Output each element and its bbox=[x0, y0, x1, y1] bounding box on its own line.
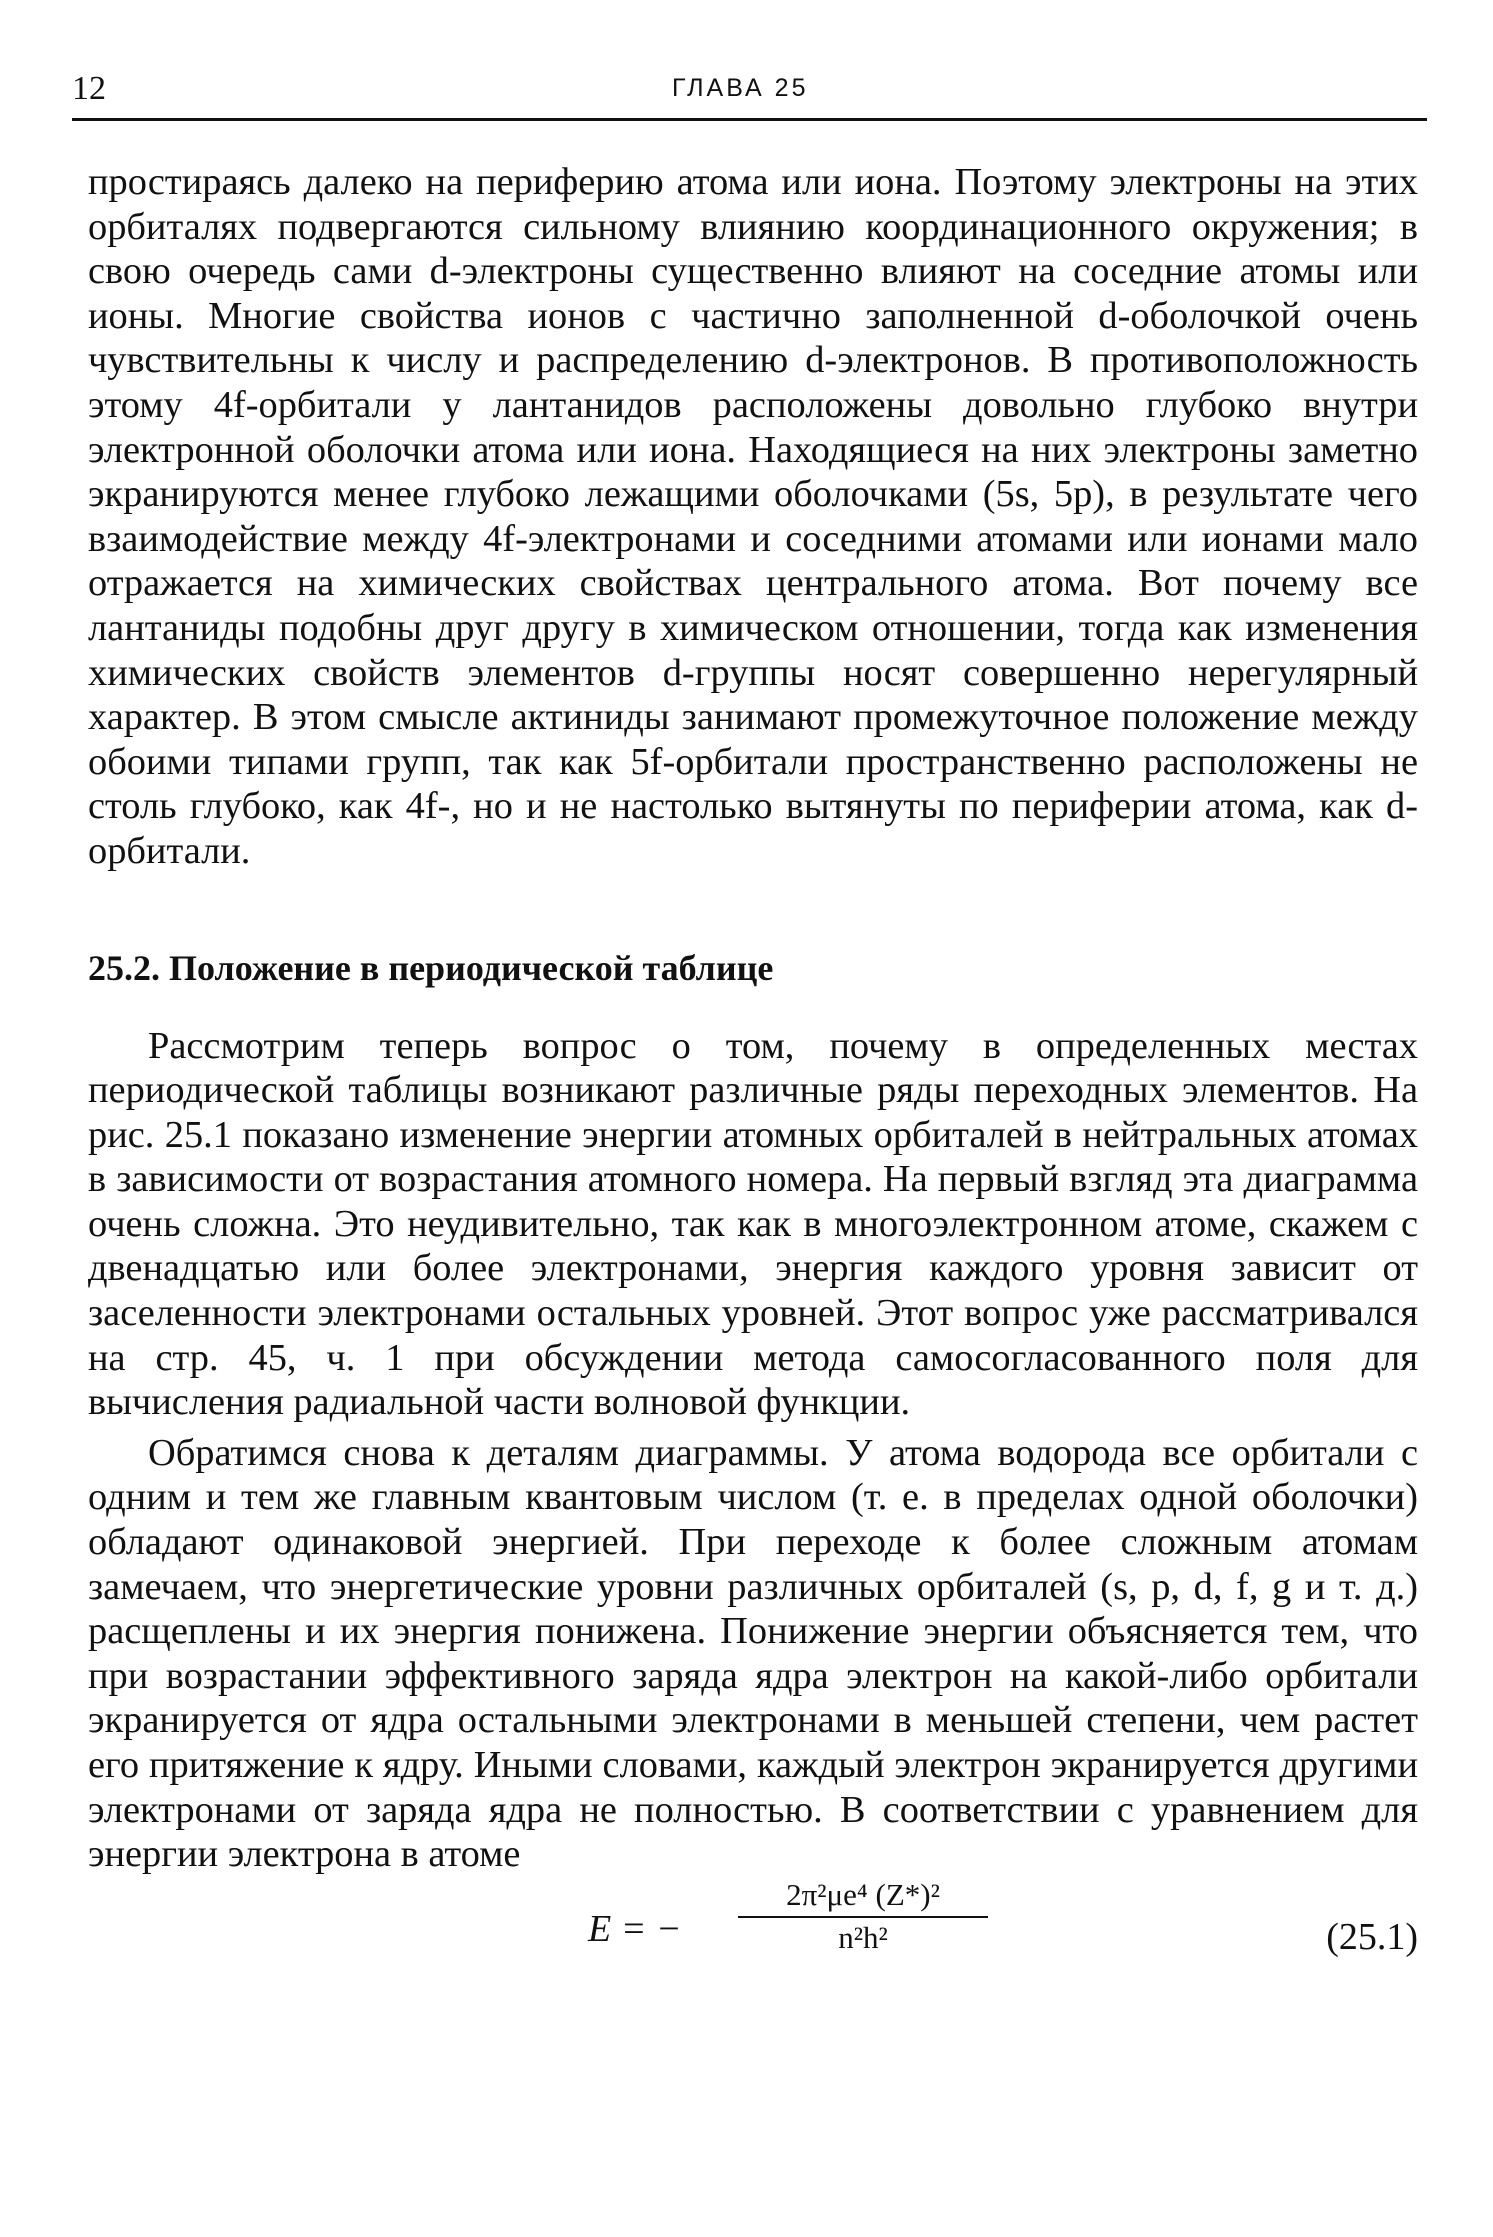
paragraph-continued: простираясь далеко на периферию атома или иона. Поэтому электроны на этих орбиталях подвергаются сильному влиянию координационного окружения; в свою очередь сами d-электроны существенно влияют на соседние атомы или ионы. Многие свойства ионов с частично заполненной d-оболочкой очень чувствительны к числу и распределению d-электронов. В противоположность этому 4f-орбитали у лантанидов расположены довольно глубоко внутри электронной оболочки атома или иона. Находящиеся на них электроны заметно экранируются менее глубоко лежащими оболочками (5s, 5p), в результате чего взаимодействие между 4f-электронами и соседними атомами или ионами мало отражается на химических свойствах центрального атома. Вот почему все лантаниды подобны друг другу в химическом отношении, тогда как изменения химических свойств элементов d-группы носят совершенно нерегулярный характер. В этом смысле актиниды занимают промежуточное положение между обоими типами групп, так как 5f-орбитали пространственно расположены не столь глубоко, как 4f-, но и не настолько вытянуты по периферии атома, как d-орбитали. bbox=[88, 161, 1418, 872]
equation-denominator: n²h² bbox=[838, 1919, 888, 1955]
running-head: ГЛАВА 25 bbox=[672, 74, 809, 102]
equation-fraction bbox=[738, 1877, 988, 1956]
equation-number: (25.1) bbox=[1326, 1915, 1418, 1958]
page-header bbox=[72, 70, 1422, 120]
equation-lhs: E = − bbox=[588, 1907, 682, 1950]
section-heading: 25.2. Положение в периодической таблице bbox=[88, 947, 774, 988]
page-number: 12 bbox=[72, 70, 106, 107]
paragraph: Обратимся снова к деталям диаграммы. У атома водорода все орбитали с одним и тем же главным квантовым числом (т. е. в пределах одной оболочки) обладают одинаковой энергией. При переходе к более сложным атомам замечаем, что энергетические уровни различных орбиталей (s, p, d, f, g и т. д.) расщеплены и их энергия понижена. Понижение энергии объясняется тем, что при возрастании эффективного заряда ядра электрон на какой-либо орбитали экранируется от ядра остальными электронами в меньшей степени, чем растет его притяжение к ядру. Иными словами, каждый электрон экранируется другими электронами от заряда ядра не полностью. В соответствии с уравнением для энергии электрона в атоме bbox=[88, 1431, 1418, 1876]
equation-numerator: 2π²μe⁴ (Z*)² bbox=[738, 1877, 988, 1918]
header-rule bbox=[72, 118, 1427, 121]
paragraph: Рассмотрим теперь вопрос о том, почему в определенных местах периодической таблицы возникают различные ряды переходных элементов. На рис. 25.1 показано изменение энергии атомных орбиталей в нейтральных атомах в зависимости от возрастания атомного номера. На первый взгляд эта диаграмма очень сложна. Это неудивительно, так как в многоэлектронном атоме, скажем с двенадцатью или более электронами, энергия каждого уровня зависит от заселенности электронами остальных уровней. Этот вопрос уже рассматривался на стр. 45, ч. 1 при обсуждении метода самосогласованного поля для вычисления радиальной части волновой функции. bbox=[88, 1024, 1418, 1424]
equation-25-1 bbox=[88, 1877, 1418, 1987]
body-text bbox=[88, 160, 1418, 1987]
